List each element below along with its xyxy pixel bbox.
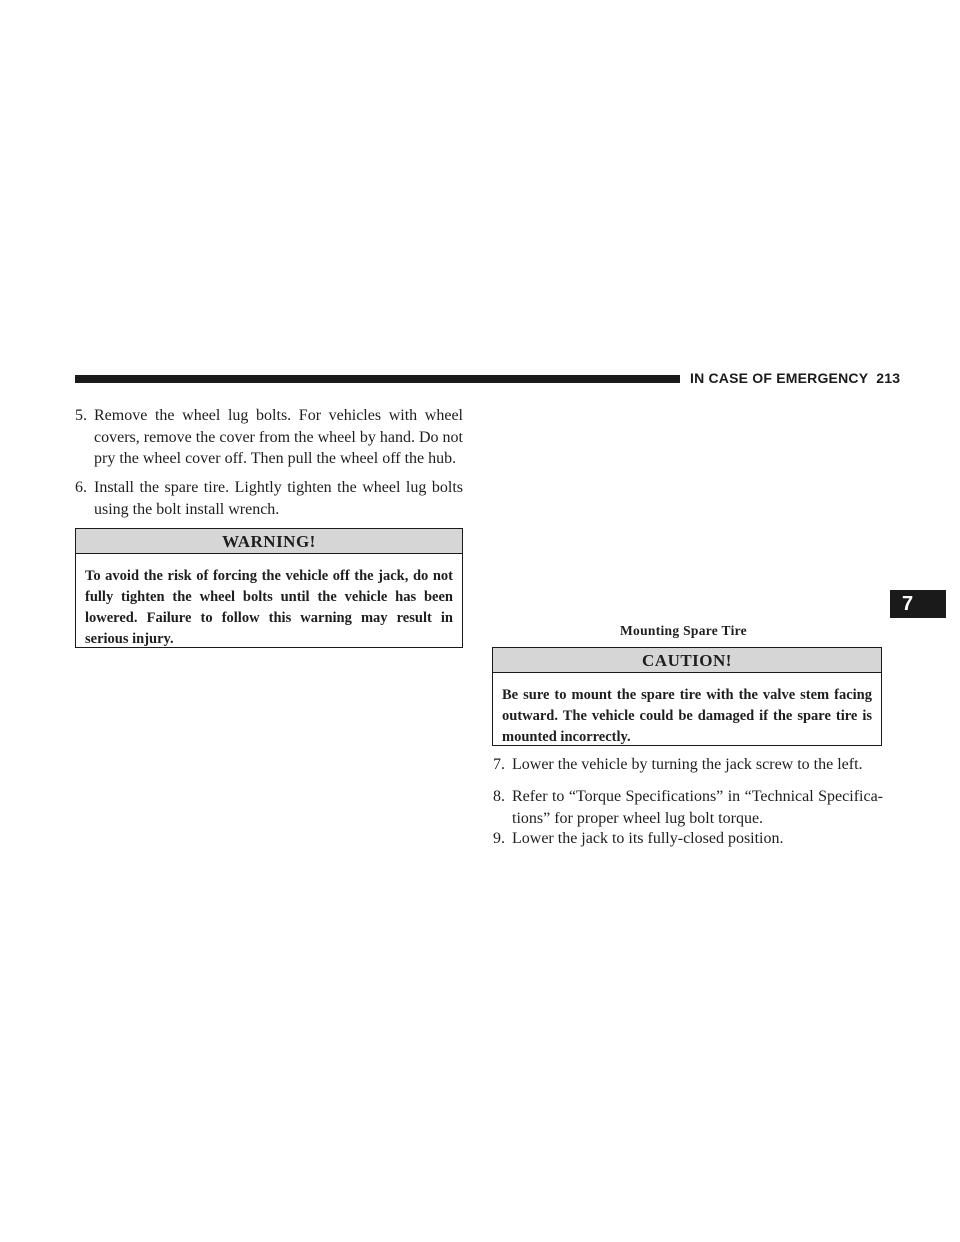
chapter-tab: 7 — [890, 590, 946, 618]
page-number: 213 — [876, 370, 901, 386]
step-number: 8. — [493, 788, 505, 805]
step-text: Install the spare tire. Lightly tighten the wheel lug bolts using the bolt install wrench. — [94, 479, 463, 518]
step-number: 6. — [75, 479, 87, 496]
warning-box — [75, 528, 463, 648]
running-header — [690, 370, 900, 386]
step-number: 5. — [75, 407, 87, 424]
step-text: Lower the jack to its fully-closed position. — [512, 830, 784, 847]
step-number: 7. — [493, 756, 505, 773]
step-number: 9. — [493, 830, 505, 847]
figure-caption: Mounting Spare Tire — [620, 623, 747, 638]
spare-tire-figure — [492, 392, 882, 617]
warning-title: WARNING! — [76, 529, 462, 554]
step-text: Remove the wheel lug bolts. For vehicles with wheel covers, remove the cover from the wheel by hand. Do not pry the wheel cover off. Then pull the wheel off the hub. — [94, 407, 463, 467]
step-6 — [75, 477, 463, 520]
step-8 — [493, 786, 883, 829]
header-rule — [75, 375, 680, 383]
caution-body: Be sure to mount the spare tire with the valve stem facing outward. The vehicle could be damaged if the spare tire is mounted incorrectly. — [502, 687, 872, 745]
step-5 — [75, 405, 463, 470]
step-text: Refer to “Torque Specifications” in “Technical Specifica-tions” for proper wheel lug bolt torque. — [512, 788, 883, 827]
section-title: IN CASE OF EMERGENCY — [690, 370, 869, 386]
step-7 — [493, 754, 883, 776]
caution-box — [492, 647, 882, 746]
caution-title: CAUTION! — [493, 648, 881, 673]
warning-body: To avoid the risk of forcing the vehicle off the jack, do not fully tighten the wheel bolts until the vehicle has been lowered. Failure to follow this warning may result in serious injury. — [85, 568, 453, 647]
step-text: Lower the vehicle by turning the jack screw to the left. — [512, 756, 863, 773]
step-9 — [493, 828, 883, 850]
